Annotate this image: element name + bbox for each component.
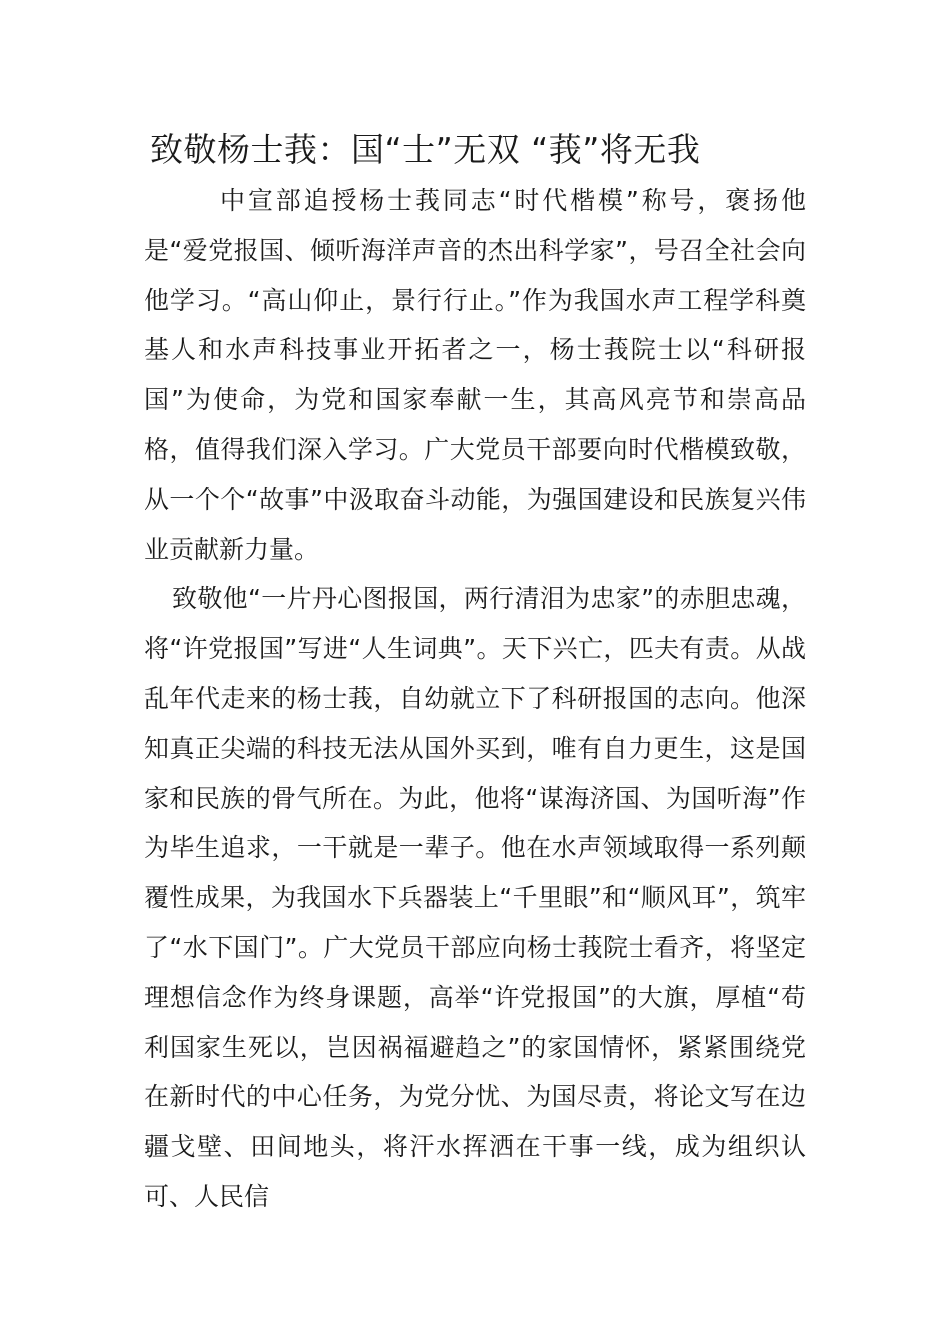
document-title: 致敬杨士莪：国“士”无双 “莪”将无我	[150, 130, 701, 169]
paragraph-1: 中宣部追授杨士莪同志“时代楷模”称号，褒扬他是“爱党报国、倾听海洋声音的杰出科学家”，号召全社会向他学习。“高山仰止，景行行止。”作为我国水声工程学科奠基人和水声科技事业开拓者之一，杨士莪院士以“科研报国”为使命，为党和国家奉献一生，其高风亮节和崇高品格，值得我们深入学习。广大党员干部要向时代楷模致敬，从一个个“故事”中汲取奋斗动能，为强国建设和民族复兴伟业贡献新力量。	[144, 186, 806, 564]
paragraph-2: 致敬他“一片丹心图报国，两行清泪为忠家”的赤胆忠魂，将“许党报国”写进“人生词典”。天下兴亡，匹夫有责。从战乱年代走来的杨士莪，自幼就立下了科研报国的志向。他深知真正尖端的科技无法从国外买到，唯有自力更生，这是国家和民族的骨气所在。为此，他将“谋海济国、为国听海”作为毕生追求，一干就是一辈子。他在水声领域取得一系列颠覆性成果，为我国水下兵器装上“千里眼”和“顺风耳”，筑牢了“水下国门”。广大党员干部应向杨士莪院士看齐，将坚定理想信念作为终身课题，高举“许党报国”的大旗，厚植“苟利国家生死以，岂因祸福避趋之”的家国情怀，紧紧围绕党在新时代的中心任务，为党分忧、为国尽责，将论文写在边疆戈壁、田间地头，将汗水挥洒在干事一线，成为组织认可、人民信	[144, 584, 806, 1211]
document-body	[144, 176, 806, 1222]
